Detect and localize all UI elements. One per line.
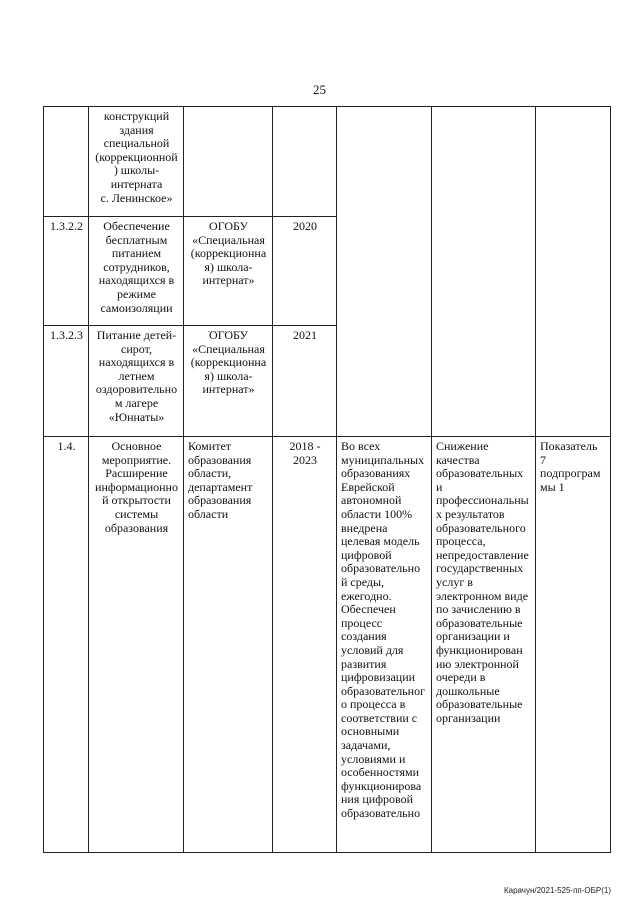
activity-name-cell: Обеспечение бесплатным питанием сотрудников, находящихся в режиме самоизоляции <box>89 217 184 326</box>
row-number-cell: 1.3.2.3 <box>44 326 89 437</box>
result-cell: Во всех муниципальных образованиях Еврейской автономной области 100% внедрена целевая модель цифровой образовательно й среды, ежегодно. Обеспечен процесс создания условий для развития цифровизации образовательног о процесса в соответствии с основными задачами, условиями и особенностями функционирова ния цифровой образовательно <box>337 437 432 853</box>
row-number-cell <box>44 107 89 217</box>
executor-cell: ОГОБУ «Специальная (коррекционна я) школа- интернат» <box>184 326 273 437</box>
page-number: 25 <box>313 82 326 97</box>
years-cell <box>273 107 337 217</box>
years-cell: 2018 - 2023 <box>273 437 337 853</box>
table-row <box>44 107 611 217</box>
executor-cell: ОГОБУ «Специальная (коррекционна я) школа- интернат» <box>184 217 273 326</box>
years-cell: 2020 <box>273 217 337 326</box>
row-number-cell: 1.4. <box>44 437 89 853</box>
document-code: Карачун/2021-525-пп-ОБР(1) <box>503 886 611 895</box>
row-number-cell: 1.3.2.2 <box>44 217 89 326</box>
link-cell <box>536 107 611 437</box>
activity-name-cell: Основное мероприятие. Расширение информационно й открытости системы образования <box>89 437 184 853</box>
consequences-cell: Снижение качества образовательных и профессиональны х результатов образовательного процесса, непредоставление государственных услуг в электронном виде по зачислению в образовательные организации и функционирован ию электронной очереди в дошкольные образовательные организации <box>432 437 536 853</box>
executor-cell <box>184 107 273 217</box>
consequences-cell <box>432 107 536 437</box>
activity-name-cell: Питание детей- сирот, находящихся в летнем оздоровительно м лагере «Юннаты» <box>89 326 184 437</box>
table-row <box>44 437 611 853</box>
result-cell <box>337 107 432 437</box>
link-cell: Показатель 7 подпрограм мы 1 <box>536 437 611 853</box>
scan-mark <box>208 331 248 335</box>
activity-name-cell: конструкций здания специальной (коррекционной ) школы- интерната с. Ленинское» <box>89 107 184 217</box>
years-cell: 2021 <box>273 326 337 437</box>
executor-cell: Комитет образования области, департамент образования области <box>184 437 273 853</box>
program-activities-table <box>43 106 611 853</box>
